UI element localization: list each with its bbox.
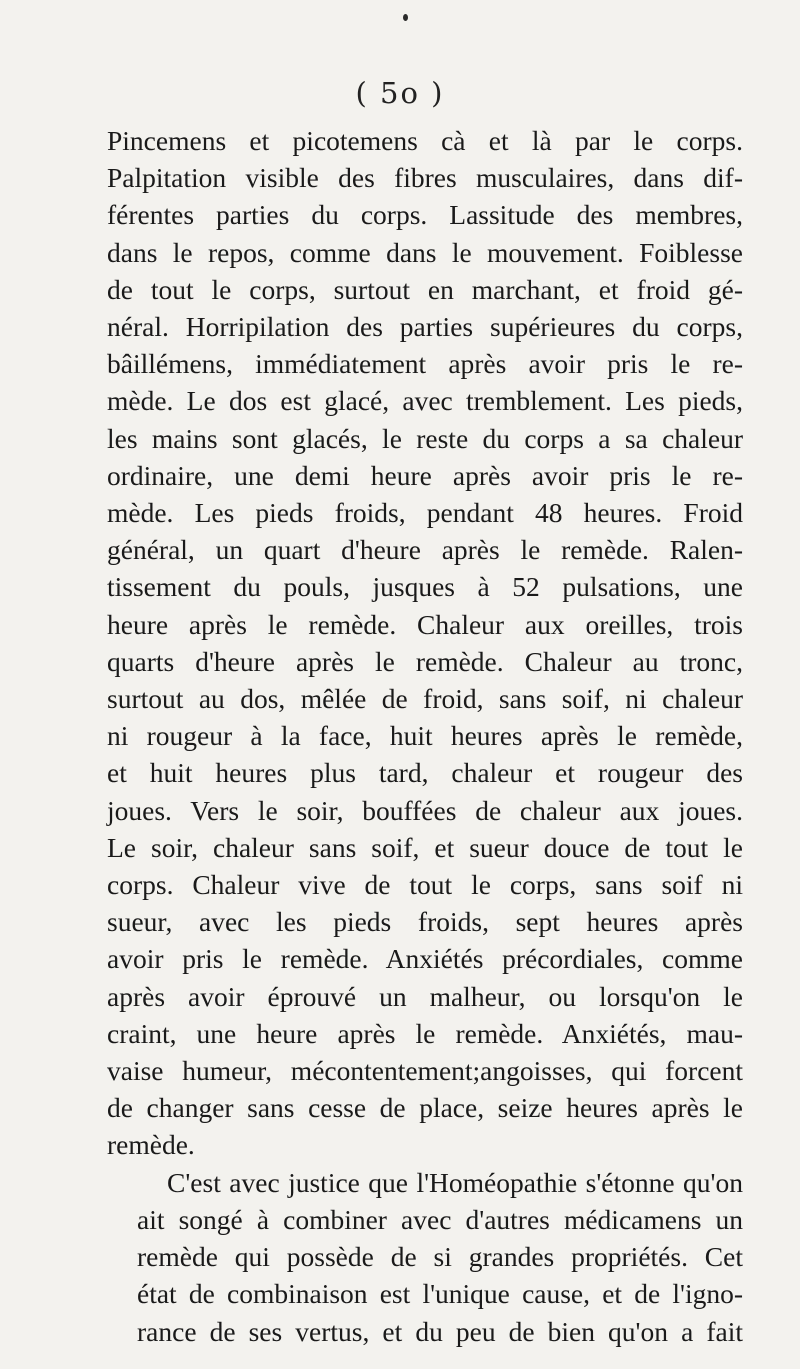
text-line: après avoir éprouvé un malheur, ou lorsqu'on le xyxy=(107,980,743,1012)
text-line: et huit heures plus tard, chaleur et rougeur des xyxy=(107,757,743,789)
text-line: général, un quart d'heure après le remède. Ralen- xyxy=(107,534,743,566)
paragraph-2 xyxy=(107,1164,743,1350)
paragraph-1 xyxy=(107,122,743,1164)
text-line: férentes parties du corps. Lassitude des membres, xyxy=(107,199,743,231)
text-line: de changer sans cesse de place, seize heures après le xyxy=(107,1092,743,1124)
text-line: surtout au dos, mêlée de froid, sans soif, ni chaleur xyxy=(107,683,743,715)
text-line: ordinaire, une demi heure après avoir pris le re- xyxy=(107,459,743,491)
body-text xyxy=(107,122,743,1350)
text-line: remède. xyxy=(107,1129,195,1161)
text-line: joues. Vers le soir, bouffées de chaleur aux joues. xyxy=(107,794,743,826)
text-line: avoir pris le remède. Anxiétés précordiales, comme xyxy=(107,943,743,975)
text-line: de tout le corps, surtout en marchant, et froid gé- xyxy=(107,273,743,305)
text-line: dans le repos, comme dans le mouvement. Foiblesse xyxy=(107,236,743,268)
text-line: sueur, avec les pieds froids, sept heures après xyxy=(107,906,743,938)
text-line: corps. Chaleur vive de tout le corps, sans soif ni xyxy=(107,869,743,901)
text-line: état de combinaison est l'unique cause, et de l'igno- xyxy=(137,1278,743,1310)
ink-dot xyxy=(403,14,408,21)
text-line: Pincemens et picotemens cà et là par le corps. xyxy=(107,125,743,156)
text-line: Le soir, chaleur sans soif, et sueur douce de tout le xyxy=(107,831,743,863)
text-line: vaise humeur, mécontentement;angoisses, qui forcent xyxy=(107,1055,743,1087)
text-line: bâillémens, immédiatement après avoir pris le re- xyxy=(107,348,743,380)
text-line: les mains sont glacés, le reste du corps a sa chaleur xyxy=(107,422,743,454)
text-line: néral. Horripilation des parties supérieures du corps, xyxy=(107,311,743,343)
text-line: Palpitation visible des fibres musculaires, dans dif- xyxy=(107,162,743,194)
text-line: ait songé à combiner avec d'autres médicamens un xyxy=(137,1203,743,1235)
text-line: mède. Le dos est glacé, avec tremblement. Les pieds, xyxy=(107,385,743,417)
text-line: mède. Les pieds froids, pendant 48 heures. Froid xyxy=(107,497,743,529)
text-line: tissement du pouls, jusques à 52 pulsations, une xyxy=(107,571,743,603)
text-line: heure après le remède. Chaleur aux oreilles, trois xyxy=(107,608,743,640)
text-line: ni rougeur à la face, huit heures après le remède, xyxy=(107,720,743,752)
text-line: craint, une heure après le remède. Anxiétés, mau- xyxy=(107,1017,743,1049)
text-line: C'est avec justice que l'Homéopathie s'étonne qu'on xyxy=(167,1166,743,1198)
text-line: remède qui possède de si grandes propriétés. Cet xyxy=(137,1241,743,1273)
text-line: rance de ses vertus, et du peu de bien qu'on a fait xyxy=(137,1315,743,1347)
text-line: quarts d'heure après le remède. Chaleur au tronc, xyxy=(107,645,743,677)
page-number: ( 5o ) xyxy=(355,76,445,110)
